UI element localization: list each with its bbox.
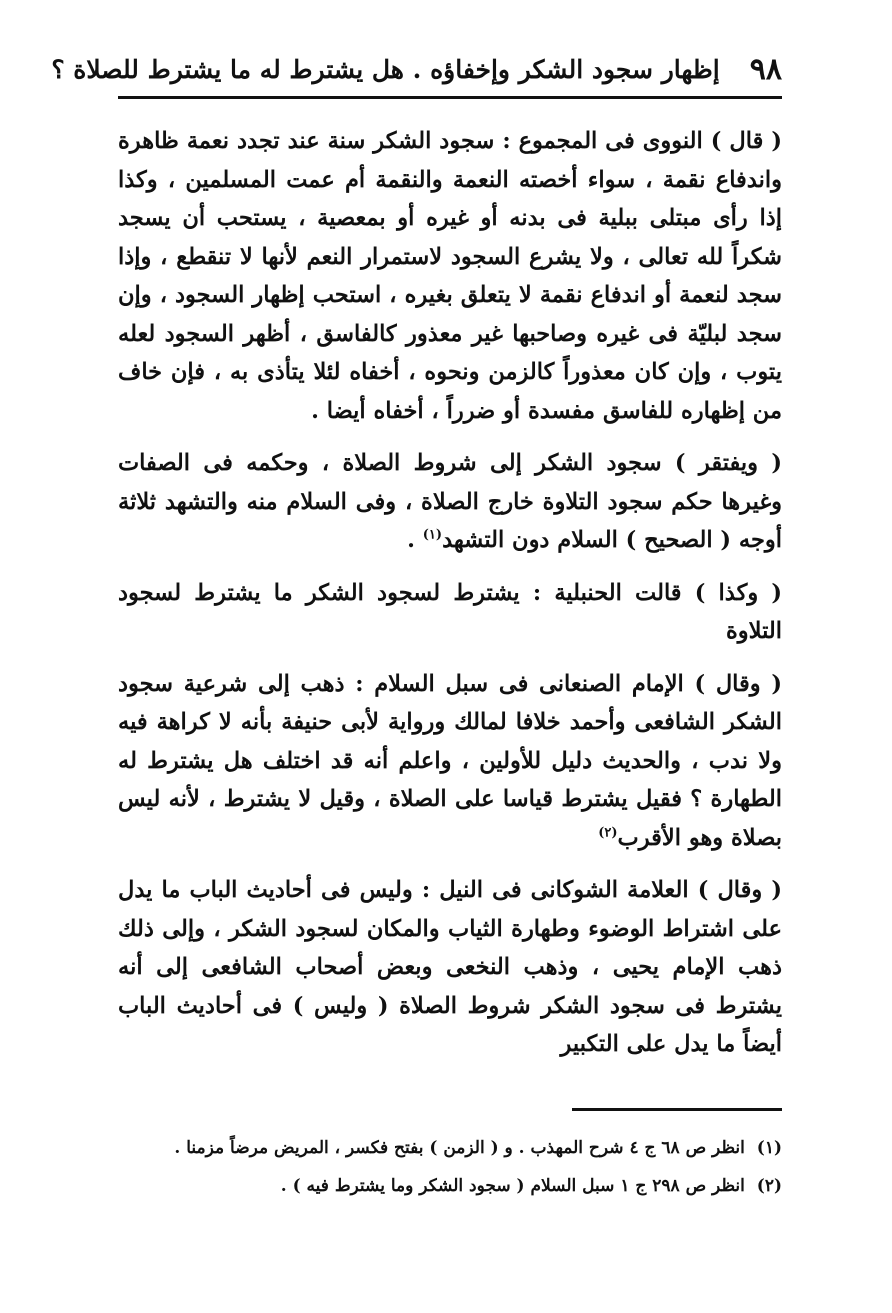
footnote-2 xyxy=(118,1170,782,1202)
footnote-ref: (٢) xyxy=(598,825,618,840)
footnote-text: انظر ص ٢٩٨ ج ١ سبل السلام ( سجود الشكر وما يشترط فيه ) . xyxy=(280,1176,745,1196)
page-header xyxy=(51,44,782,94)
paragraph-shawkani xyxy=(118,871,782,1064)
footnote-1 xyxy=(118,1132,782,1164)
footnote-ref: (١) xyxy=(422,527,443,543)
paragraph-conditions xyxy=(118,444,782,560)
footnotes xyxy=(118,1132,782,1208)
main-text xyxy=(118,122,782,1078)
paragraph-text: ( وقال ) العلامة الشوكانى فى النيل : وليس فى أحاديث الباب ما يدل على اشتراط الوضوء وطهارة الثياب والمكان لسجود الشكر ، وإلى ذلك ذهب الإمام يحيى ، وذهب النخعى وبعض أصحاب الشافعى إلى أنه يشترط فى سجود الشكر شروط الصلاة ( وليس ) فى أحاديث الباب أيضاً ما يدل على التكبير xyxy=(118,877,782,1057)
paragraph-hanbali xyxy=(118,574,782,651)
running-title: إظهار سجود الشكر وإخفاؤه . هل يشترط له ما يشترط للصلاة ؟ xyxy=(51,54,720,84)
paragraph-sanani xyxy=(118,665,782,858)
paragraph-text: ( ويفتقر ) سجود الشكر إلى شروط الصلاة ، وحكمه فى الصفات وغيرها حكم سجود التلاوة خارج الصلاة ، وفى السلام منه والتشهد ثلاثة أوجه ( الصحيح ) السلام دون التشهد xyxy=(118,450,782,553)
page-number: ٩٨ xyxy=(749,51,782,87)
header-divider xyxy=(118,96,782,99)
footnote-number: (١) xyxy=(756,1138,782,1158)
footnote-number: (٢) xyxy=(756,1176,782,1196)
paragraph-nawawi xyxy=(118,122,782,430)
paragraph-text: ( قال ) النووى فى المجموع : سجود الشكر سنة عند تجدد نعمة ظاهرة واندفاع نقمة ، سواء أخصته النعمة والنقمة أم عمت المسلمين ، وكذا إذا رأى مبتلى ببلية فى بدنه أو غيره أو بمعصية ، يستحب أن يسجد شكراً لله تعالى ، ولا يشرع السجود لاستمرار النعم لأنها لا تنقطع ، وإذا سجد لنعمة أو اندفاع نقمة لا يتعلق بغيره ، استحب إظهار السجود ، وإن سجد لبليّة فى غيره وصاحبها غير معذور كالفاسق ، أظهر السجود لعله يتوب ، وإن كان معذوراً كالزمن ونحوه ، أخفاه لئلا يتأذى به ، فإن خاف من إظهاره للفاسق مفسدة أو ضرراً ، أخفاه أيضا . xyxy=(118,128,782,424)
footnote-text: انظر ص ٦٨ ج ٤ شرح المهذب . و ( الزمن ) بفتح فكسر ، المريض مرضاً مزمنا . xyxy=(174,1138,745,1158)
paragraph-text: ( وقال ) الإمام الصنعانى فى سبل السلام : ذهب إلى شرعية سجود الشكر الشافعى وأحمد خلافا لمالك ورواية لأبى حنيفة بأنه لا كراهة فيه ولا ندب ، والحديث دليل للأولين ، واعلم أنه قد اختلف هل يشترط له الطهارة ؟ فقيل يشترط قياسا على الصلاة ، وقيل لا يشترط ، لأنه ليس بصلاة وهو الأقرب xyxy=(118,670,782,851)
paragraph-text: ( وكذا ) قالت الحنبلية : يشترط لسجود الشكر ما يشترط لسجود التلاوة xyxy=(118,579,782,644)
paragraph-tail: . xyxy=(407,527,423,553)
footnote-divider xyxy=(572,1108,782,1111)
